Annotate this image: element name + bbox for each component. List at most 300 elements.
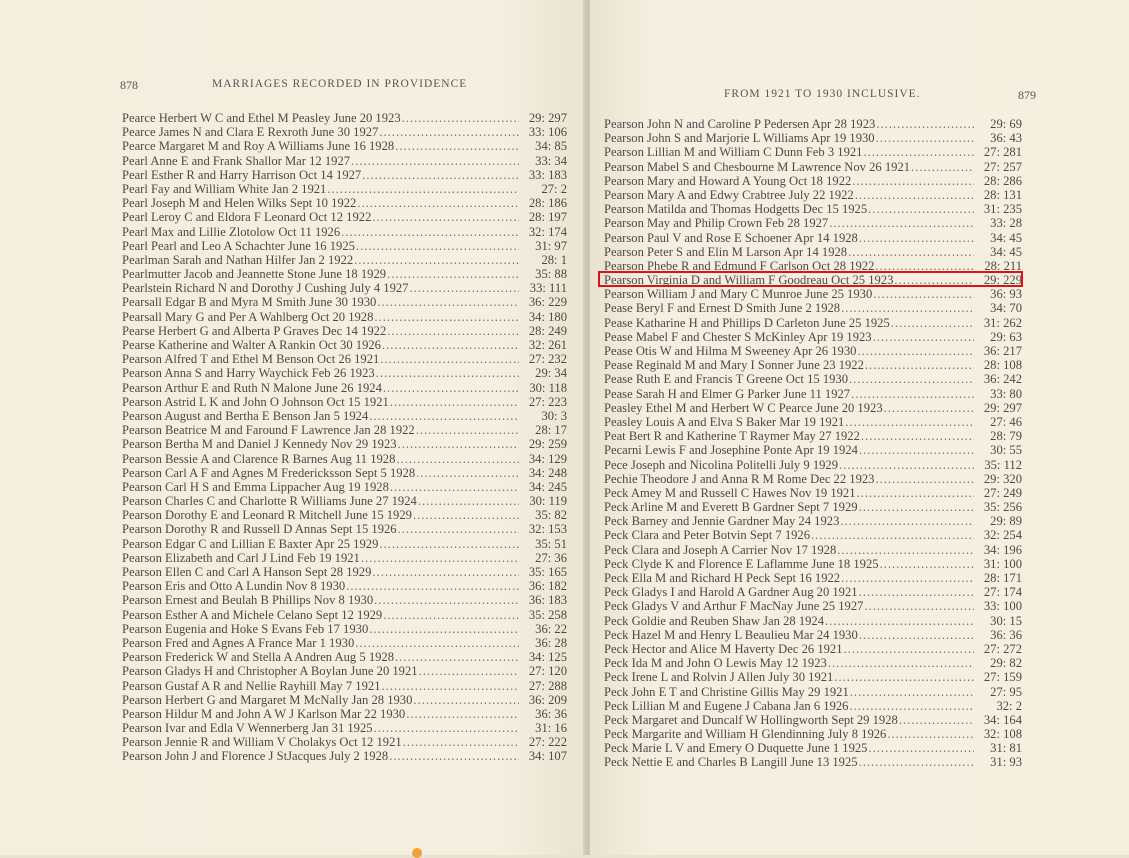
entry-reference: 28: 211: [984, 258, 1022, 273]
entry-reference: 30: 55: [990, 443, 1022, 458]
marriage-entry: [604, 699, 1022, 713]
leader-dots: [360, 551, 519, 565]
entry-text: Pearson Mabel S and Chesbourne M Lawrence Nov 26 1921: [604, 159, 911, 174]
entry-text: Pearson Anna S and Harry Waychick Feb 26 1923: [122, 366, 375, 381]
entry-reference: 31: 93: [990, 755, 1022, 770]
leader-dots: [874, 472, 974, 486]
entry-reference: 32: 108: [983, 727, 1022, 742]
entry-text: Pearson Jennie R and William V Cholakys Oct 12 1921: [122, 735, 402, 750]
leader-dots: [874, 259, 974, 273]
leader-dots: [860, 429, 974, 443]
marriage-entry: [604, 245, 1022, 259]
marriage-entry: [122, 551, 567, 565]
leader-dots: [388, 749, 519, 763]
entry-reference: 34: 245: [528, 479, 567, 494]
leader-dots: [389, 480, 519, 494]
entry-text: Peck Ella M and Richard H Peck Sept 16 1922: [604, 571, 841, 585]
leader-dots: [844, 415, 974, 429]
entry-reference: 27: 281: [983, 145, 1022, 160]
marriage-entry: [122, 423, 567, 437]
marriage-entry: [122, 225, 567, 239]
entry-text: Pearson Gladys H and Christopher A Boylan June 20 1921: [122, 664, 418, 679]
entry-reference: 31: 97: [535, 238, 567, 253]
entry-reference: 32: 254: [983, 528, 1022, 543]
entry-reference: 34: 125: [528, 650, 567, 665]
entry-text: Pece Joseph and Nicolina Politelli July 9 1929: [604, 457, 839, 472]
marriage-entry: [122, 409, 567, 423]
entry-text: Peck Marie L V and Emery O Duquette June 1 1925: [604, 741, 868, 756]
entry-text: Pearl Esther R and Harry Harrison Oct 14 1927: [122, 167, 362, 182]
leader-dots: [836, 543, 974, 557]
page-marker-dot: [412, 848, 422, 858]
entry-reference: 29: 297: [528, 111, 567, 125]
entry-reference: 27: 249: [983, 485, 1022, 500]
entry-text: Pearl Joseph M and Helen Wilks Sept 10 1922: [122, 196, 357, 211]
marriage-entry: [122, 196, 567, 210]
entry-text: Pearson Paul V and Rose E Schoener Apr 14 1928: [604, 230, 858, 245]
entry-reference: 34: 70: [990, 301, 1022, 316]
leader-dots: [345, 579, 519, 593]
entry-reference: 34: 129: [528, 451, 567, 466]
entry-reference: 28: 17: [535, 423, 567, 438]
leader-dots: [350, 154, 519, 168]
entry-reference: 34: 180: [528, 309, 567, 324]
entry-text: Peck Lillian M and Eugene J Cabana Jan 6 1926: [604, 698, 849, 713]
leader-dots: [412, 508, 519, 522]
entry-reference: 27: 222: [528, 735, 567, 750]
entry-text: Pearson Bertha M and Daniel J Kennedy Nov 29 1923: [122, 437, 397, 452]
leader-dots: [858, 443, 974, 457]
entry-text: Pearson Lillian M and William C Dunn Feb 3 1921: [604, 145, 863, 160]
marriage-entry: [604, 401, 1022, 415]
entry-reference: 36: 182: [528, 579, 567, 594]
leader-dots: [412, 693, 519, 707]
entry-reference: 35: 88: [535, 267, 567, 282]
leader-dots: [824, 614, 974, 628]
entry-reference: 32: 261: [528, 338, 567, 352]
entry-text: Pearson Beatrice M and Faround F Lawrence Jan 28 1922: [122, 423, 415, 438]
entry-reference: 33: 183: [528, 167, 567, 182]
entry-text: Pearson Ernest and Beulah B Phillips Nov 8 1930: [122, 593, 374, 608]
leader-dots: [827, 656, 974, 670]
entry-reference: 36: 93: [990, 287, 1022, 302]
leader-dots: [883, 401, 974, 415]
entry-reference: 29: 34: [535, 366, 567, 381]
entry-text: Peck Irene L and Rolvin J Allen July 30 1921: [604, 670, 834, 685]
entry-text: Pearson Charles C and Charlotte R Williams June 27 1924: [122, 494, 417, 509]
entry-text: Pearl Fay and William White Jan 2 1921: [122, 181, 327, 196]
marriage-entry: [122, 466, 567, 480]
entry-text: Pearsall Edgar B and Myra M Smith June 30 1930: [122, 295, 377, 310]
leader-dots: [840, 571, 974, 585]
right-page-number: 879: [1018, 88, 1036, 102]
marriage-entry: [604, 557, 1022, 571]
entry-text: Pearl Anne E and Frank Shallor Mar 12 1927: [122, 153, 351, 168]
entry-reference: 27: 232: [528, 352, 567, 367]
marriage-entry: [122, 366, 567, 380]
entry-text: Peck Clara and Peter Botvin Sept 7 1926: [604, 528, 811, 543]
entry-reference: 27: 46: [990, 414, 1022, 429]
entry-reference: 35: 256: [983, 500, 1022, 515]
leader-dots: [858, 755, 974, 769]
leader-dots: [382, 381, 519, 395]
entry-text: Peck John E T and Christine Gillis May 29 1921: [604, 684, 849, 699]
entry-reference: 28: 1: [541, 252, 567, 267]
entry-reference: 34: 107: [528, 749, 567, 764]
leader-dots: [858, 500, 974, 514]
entry-reference: 33: 34: [535, 153, 567, 168]
marriage-entry: [604, 571, 1022, 585]
entry-text: Pearson Gustaf A R and Nellie Rayhill May 7 1921: [122, 678, 381, 693]
leader-dots: [872, 287, 974, 301]
entry-reference: 29: 229: [983, 273, 1022, 288]
entry-text: Pearson Eris and Otto A Lundin Nov 8 1930: [122, 579, 346, 594]
leader-dots: [863, 599, 974, 613]
entry-text: Peck Hazel M and Henry L Beaulieu Mar 24 1930: [604, 627, 858, 642]
marriage-entry: [604, 145, 1022, 159]
entry-text: Pearson Eugenia and Hoke S Evans Feb 17 1930: [122, 621, 369, 636]
entry-reference: 36: 242: [983, 372, 1022, 387]
entry-text: Pease Beryl F and Ernest D Smith June 2 1928: [604, 301, 841, 316]
marriage-entry: [122, 253, 567, 267]
leader-dots: [810, 528, 974, 542]
leader-dots: [381, 679, 520, 693]
leader-dots: [405, 707, 519, 721]
entry-text: Pearson Elizabeth and Carl J Lind Feb 19 1921: [122, 550, 360, 565]
leader-dots: [856, 486, 974, 500]
entry-reference: 33: 80: [990, 386, 1022, 401]
entry-reference: 27: 159: [983, 670, 1022, 685]
entry-text: Pearson Ellen C and Carl A Hanson Sept 28 1929: [122, 565, 372, 579]
left-entry-list: [122, 111, 567, 764]
entry-text: Pearson John S and Marjorie L Williams Apr 19 1930: [604, 131, 875, 146]
leader-dots: [371, 210, 519, 224]
leader-dots: [354, 636, 519, 650]
entry-text: Pearson Bessie A and Clarence R Barnes Aug 11 1928: [122, 451, 396, 466]
marriage-entry: [604, 443, 1022, 457]
entry-text: Pearson Hildur M and John A W J Karlson Mar 22 1930: [122, 706, 406, 721]
entry-reference: 33: 106: [528, 125, 567, 140]
marriage-entry: [122, 338, 567, 352]
right-entry-list: [604, 117, 1022, 770]
entry-reference: 35: 258: [528, 607, 567, 622]
entry-reference: 34: 45: [990, 244, 1022, 259]
leader-dots: [898, 713, 974, 727]
marriage-entry: [604, 585, 1022, 599]
entry-reference: 36: 36: [535, 706, 567, 721]
leader-dots: [355, 239, 519, 253]
entry-reference: 33: 111: [529, 281, 567, 296]
entry-text: Peck Clara and Joseph A Carrier Nov 17 1928: [604, 542, 837, 557]
marriage-entry: [122, 352, 567, 366]
leader-dots: [386, 267, 519, 281]
entry-text: Peck Arline M and Everett B Gardner Sept 7 1929: [604, 500, 858, 515]
left-running-head: MARRIAGES RECORDED IN PROVIDENCE: [212, 78, 468, 90]
marriage-entry: [604, 273, 1022, 287]
entry-text: Pearson William J and Mary C Munroe June 25 1930: [604, 287, 873, 302]
entry-reference: 32: 174: [528, 224, 567, 239]
entry-reference: 29: 259: [528, 437, 567, 452]
marriage-entry: [604, 685, 1022, 699]
entry-reference: 29: 82: [990, 656, 1022, 671]
entry-text: Peck Gladys V and Arthur F MacNay June 25 1927: [604, 599, 864, 614]
marriage-entry: [122, 749, 567, 763]
marriage-entry: [604, 287, 1022, 301]
entry-text: Pearce Herbert W C and Ethel M Peasley June 20 1923: [122, 111, 401, 125]
entry-text: Pearson Frederick W and Stella A Andren Aug 5 1928: [122, 650, 395, 665]
marriage-entry: [604, 117, 1022, 131]
marriage-entry: [604, 528, 1022, 542]
marriage-entry: [604, 486, 1022, 500]
leader-dots: [858, 231, 974, 245]
leader-dots: [886, 727, 974, 741]
marriage-entry: [122, 381, 567, 395]
right-running-head: FROM 1921 TO 1930 INCLUSIVE.: [724, 88, 921, 100]
leader-dots: [417, 494, 519, 508]
entry-reference: 30: 3: [541, 408, 567, 423]
marriage-entry: [122, 707, 567, 721]
leader-dots: [340, 225, 519, 239]
leader-dots: [381, 338, 519, 352]
marriage-entry: [122, 239, 567, 253]
leader-dots: [910, 160, 974, 174]
leader-dots: [353, 253, 519, 267]
entry-text: Pearson Mary A and Edwy Crabtree July 22 1922: [604, 187, 854, 202]
leader-dots: [875, 117, 974, 131]
marriage-entry: [604, 358, 1022, 372]
leader-dots: [368, 622, 519, 636]
entry-reference: 28: 249: [528, 323, 567, 338]
entry-text: Peck Nettie E and Charles B Langill June 13 1925: [604, 755, 858, 770]
marriage-entry: [604, 727, 1022, 741]
marriage-entry: [604, 670, 1022, 684]
entry-text: Pease Katharine H and Phillips D Carleton June 25 1925: [604, 315, 890, 330]
entry-text: Pease Reginald M and Mary I Sonner June 23 1922: [604, 358, 864, 373]
marriage-entry: [604, 500, 1022, 514]
leader-dots: [858, 628, 974, 642]
entry-reference: 28: 131: [983, 187, 1022, 202]
entry-reference: 27: 174: [983, 585, 1022, 600]
leader-dots: [856, 344, 974, 358]
marriage-entry: [604, 387, 1022, 401]
leader-dots: [867, 741, 974, 755]
marriage-entry: [604, 160, 1022, 174]
entry-reference: 28: 186: [528, 196, 567, 211]
leader-dots: [875, 131, 974, 145]
entry-reference: 34: 85: [535, 139, 567, 154]
marriage-entry: [604, 231, 1022, 245]
leader-dots: [838, 458, 974, 472]
marriage-entry: [122, 565, 567, 579]
entry-text: Peat Bert R and Katherine T Raymer May 27 1922: [604, 429, 860, 444]
entry-reference: 31: 235: [983, 202, 1022, 217]
entry-text: Pease Sarah H and Elmer G Parker June 11 1927: [604, 386, 851, 401]
leader-dots: [378, 125, 519, 139]
marriage-entry: [604, 316, 1022, 330]
marriage-entry: [122, 622, 567, 636]
entry-reference: 29: 69: [990, 117, 1022, 131]
leader-dots: [828, 216, 974, 230]
marriage-entry: [122, 537, 567, 551]
marriage-entry: [122, 295, 567, 309]
entry-reference: 36: 43: [990, 131, 1022, 146]
entry-text: Pearse Katherine and Walter A Rankin Oct 30 1926: [122, 338, 381, 352]
entry-text: Pearson Matilda and Thomas Hodgetts Dec 15 1925: [604, 202, 868, 217]
entry-reference: 35: 82: [535, 508, 567, 523]
leader-dots: [879, 557, 974, 571]
marriage-entry: [604, 614, 1022, 628]
marriage-entry: [604, 216, 1022, 230]
leader-dots: [833, 670, 974, 684]
entry-text: Pearl Max and Lillie Zlotolow Oct 11 1926: [122, 224, 341, 239]
leader-dots: [402, 735, 519, 749]
entry-text: Pechie Theodore J and Anna R M Rome Dec 22 1923: [604, 471, 875, 486]
entry-reference: 34: 248: [528, 465, 567, 480]
entry-text: Pearlman Sarah and Nathan Hilfer Jan 2 1922: [122, 252, 354, 267]
entry-reference: 27: 223: [528, 394, 567, 409]
entry-reference: 28: 171: [983, 571, 1022, 585]
entry-text: Peck Clyde K and Florence E Laflamme June 18 1925: [604, 556, 879, 571]
leader-dots: [854, 188, 974, 202]
entry-reference: 29: 63: [990, 329, 1022, 344]
marriage-entry: [122, 522, 567, 536]
marriage-entry: [122, 636, 567, 650]
entry-text: Pearson Dorothy E and Leonard R Mitchell June 15 1929: [122, 508, 412, 523]
entry-reference: 33: 28: [990, 216, 1022, 231]
entry-text: Pearson John N and Caroline P Pedersen Apr 28 1923: [604, 117, 876, 131]
marriage-entry: [604, 259, 1022, 273]
leader-dots: [415, 466, 519, 480]
entry-text: Pearson Edgar C and Lillian E Baxter Apr 25 1929: [122, 536, 379, 551]
entry-text: Pease Mabel F and Chester S McKinley Apr 19 1923: [604, 329, 872, 344]
marriage-entry: [122, 693, 567, 707]
entry-reference: 34: 45: [990, 230, 1022, 245]
leader-dots: [839, 514, 974, 528]
entry-text: Pearson Virginia D and William F Goodreau Oct 25 1923: [604, 273, 894, 288]
marriage-entry: [604, 543, 1022, 557]
entry-reference: 27: 288: [528, 678, 567, 693]
marriage-entry: [122, 111, 567, 125]
marriage-entry: [604, 628, 1022, 642]
entry-text: Peck Margaret and Duncalf W Hollingworth Sept 29 1928: [604, 712, 898, 727]
leader-dots: [379, 352, 519, 366]
marriage-entry: [122, 281, 567, 295]
leader-dots: [395, 452, 519, 466]
marriage-entry: [604, 202, 1022, 216]
entry-reference: 28: 108: [983, 358, 1022, 373]
marriage-entry: [604, 301, 1022, 315]
leader-dots: [849, 685, 974, 699]
leader-dots: [389, 395, 519, 409]
marriage-entry: [122, 267, 567, 281]
entry-reference: 32: 153: [528, 522, 567, 537]
leader-dots: [862, 145, 974, 159]
marriage-entry: [604, 656, 1022, 670]
entry-reference: 28: 286: [983, 173, 1022, 188]
leader-dots: [397, 522, 519, 536]
marriage-entry: [122, 310, 567, 324]
marriage-entry: [604, 131, 1022, 145]
marriage-entry: [122, 437, 567, 451]
entry-text: Peck Goldie and Reuben Shaw Jan 28 1924: [604, 613, 825, 628]
leader-dots: [368, 409, 519, 423]
entry-reference: 36: 22: [535, 621, 567, 636]
marriage-entry: [122, 480, 567, 494]
leader-dots: [401, 111, 519, 125]
entry-text: Pearson Fred and Agnes A France Mar 1 1930: [122, 635, 355, 650]
entry-reference: 36: 28: [535, 635, 567, 650]
leader-dots: [376, 295, 519, 309]
leader-dots: [326, 182, 519, 196]
leader-dots: [858, 585, 974, 599]
entry-text: Pearson Alfred T and Ethel M Benson Oct 26 1921: [122, 352, 380, 367]
marriage-entry: [604, 188, 1022, 202]
entry-reference: 27: 257: [983, 159, 1022, 174]
leader-dots: [373, 721, 519, 735]
entry-text: Peck Ida M and John O Lewis May 12 1923: [604, 656, 827, 671]
entry-reference: 36: 209: [528, 692, 567, 707]
marriage-entry: [122, 593, 567, 607]
marriage-entry: [122, 650, 567, 664]
marriage-entry: [122, 452, 567, 466]
entry-text: Pearce Margaret M and Roy A Williams June 16 1928: [122, 139, 395, 154]
entry-text: Pearson May and Philip Crown Feb 28 1927: [604, 216, 829, 231]
entry-reference: 31: 262: [983, 315, 1022, 330]
marriage-entry: [122, 154, 567, 168]
entry-text: Pearson Herbert G and Margaret M McNally Jan 28 1930: [122, 692, 413, 707]
entry-text: Pearlmutter Jacob and Jeannette Stone June 18 1929: [122, 267, 387, 282]
entry-text: Pearson Mary and Howard A Young Oct 18 1922: [604, 173, 852, 188]
entry-reference: 30: 15: [990, 613, 1022, 628]
entry-text: Pearson John J and Florence J StJacques July 2 1928: [122, 749, 389, 764]
entry-reference: 28: 79: [990, 429, 1022, 444]
marriage-entry: [604, 344, 1022, 358]
marriage-entry: [122, 608, 567, 622]
marriage-entry: [604, 472, 1022, 486]
leader-dots: [848, 372, 974, 386]
entry-text: Peasley Ethel M and Herbert W C Pearce June 20 1923: [604, 400, 883, 415]
marriage-entry: [604, 429, 1022, 443]
entry-reference: 31: 100: [983, 556, 1022, 571]
marriage-entry: [122, 182, 567, 196]
entry-text: Peck Gladys I and Harold A Gardner Aug 20 1921: [604, 585, 858, 600]
entry-reference: 30: 119: [529, 494, 567, 509]
right-page: [590, 0, 1129, 855]
entry-text: Pearse Herbert G and Alberta P Graves Dec 14 1922: [122, 323, 387, 338]
entry-text: Peck Margarite and William H Glendinning July 8 1926: [604, 727, 887, 742]
entry-reference: 31: 16: [535, 721, 567, 736]
entry-text: Pearlstein Richard N and Dorothy J Cushing July 4 1927: [122, 281, 409, 296]
marriage-entry: [604, 372, 1022, 386]
leader-dots: [893, 273, 974, 287]
entry-text: Pearson Peter S and Elin M Larson Apr 14 1928: [604, 244, 848, 259]
marriage-entry: [122, 494, 567, 508]
marriage-entry: [604, 755, 1022, 769]
marriage-entry: [122, 125, 567, 139]
marriage-entry: [604, 741, 1022, 755]
entry-reference: 27: 36: [535, 550, 567, 565]
entry-reference: 33: 100: [983, 599, 1022, 614]
entry-reference: 29: 297: [983, 400, 1022, 415]
marriage-entry: [604, 174, 1022, 188]
entry-reference: 29: 320: [983, 471, 1022, 486]
leader-dots: [408, 281, 519, 295]
marriage-entry: [122, 735, 567, 749]
entry-reference: 35: 165: [528, 565, 567, 579]
entry-text: Peasley Louis A and Elva S Baker Mar 19 1921: [604, 414, 845, 429]
entry-text: Pearl Leroy C and Eldora F Leonard Oct 12 1922: [122, 210, 372, 225]
entry-text: Pecarni Lewis F and Josephine Ponte Apr 19 1924: [604, 443, 858, 458]
